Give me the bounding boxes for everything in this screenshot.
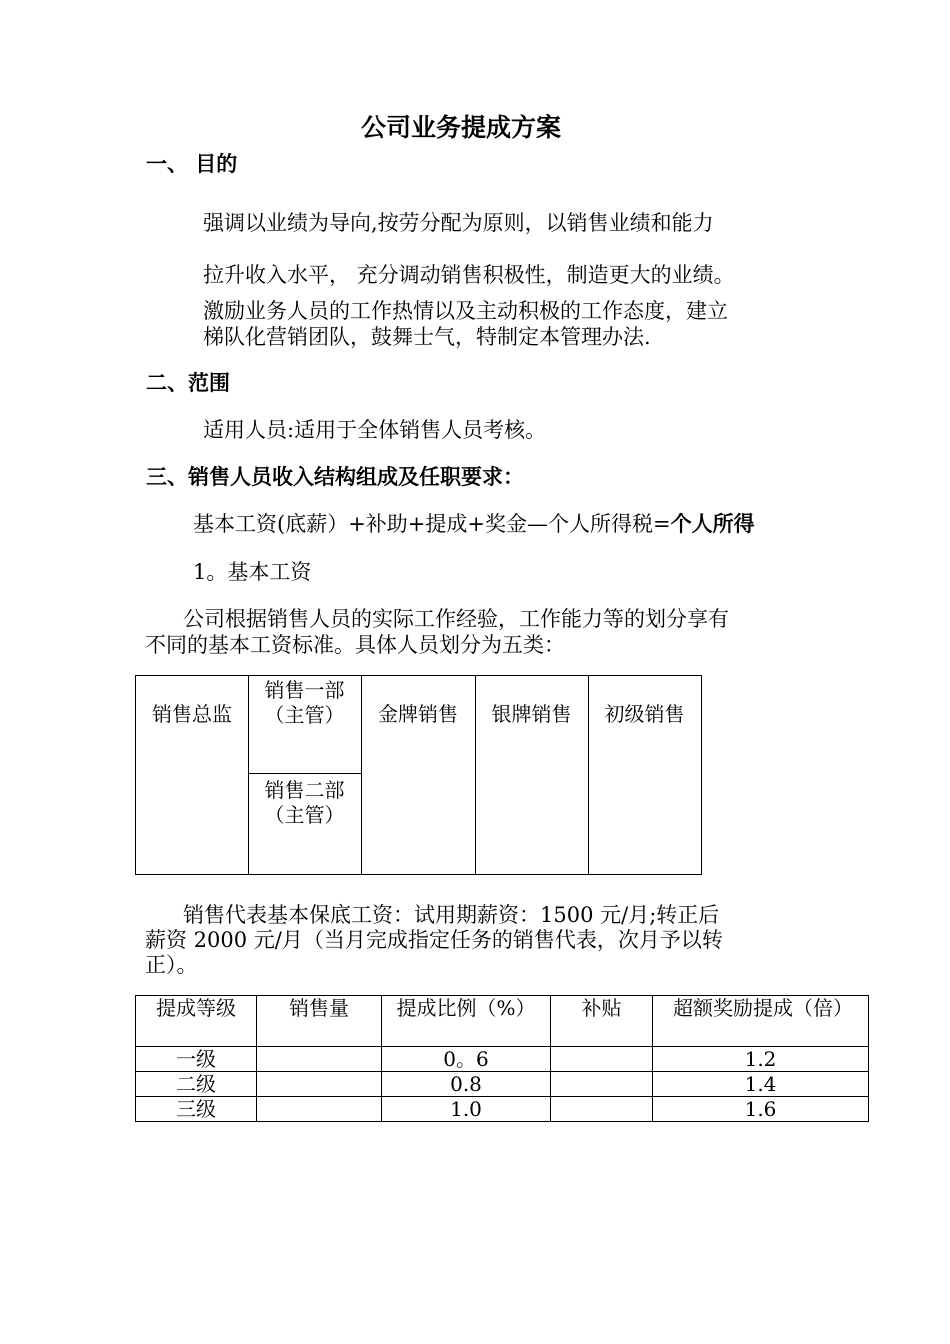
ratio-cell: 0.8 bbox=[382, 1072, 551, 1097]
table-row bbox=[136, 1097, 869, 1122]
subsidy-cell bbox=[551, 1047, 653, 1072]
bonus-cell: 1.4 bbox=[653, 1072, 869, 1097]
purpose-line-1: 强调以业绩为导向,按劳分配为原则，以销售业绩和能力 bbox=[203, 211, 714, 235]
ratio-cell: 0。6 bbox=[382, 1047, 551, 1072]
header-ratio: 提成比例（%） bbox=[382, 996, 551, 1047]
dept1-label: 销售一部 bbox=[264, 678, 345, 702]
purpose-line-2: 拉升收入水平， 充分调动销售积极性，制造更大的业绩。 bbox=[203, 263, 735, 287]
section-heading-scope: 二、范围 bbox=[146, 371, 230, 395]
personnel-category-table bbox=[135, 675, 702, 875]
category-gold-sales: 金牌销售 bbox=[378, 702, 458, 726]
base-salary-para-line-1: 公司根据销售人员的实际工作经验，工作能力等的划分享有 bbox=[183, 607, 729, 631]
volume-cell bbox=[257, 1047, 382, 1072]
header-volume: 销售量 bbox=[257, 996, 382, 1047]
table-row bbox=[136, 1047, 869, 1072]
probation-salary-line-3: 正）。 bbox=[145, 953, 198, 977]
formula-result: 个人所得 bbox=[670, 512, 755, 536]
page-title: 公司业务提成方案 bbox=[361, 113, 562, 142]
ratio-cell: 1.0 bbox=[382, 1097, 551, 1122]
category-sales-dept1 bbox=[248, 678, 361, 728]
base-salary-para-line-2: 不同的基本工资标准。具体人员划分为五类： bbox=[145, 633, 565, 657]
header-subsidy: 补贴 bbox=[551, 996, 653, 1047]
scope-line: 适用人员:适用于全体销售人员考核。 bbox=[203, 418, 547, 442]
category-sales-dept2 bbox=[248, 778, 361, 828]
dept2-role: （主管） bbox=[264, 803, 345, 827]
category-sales-director: 销售总监 bbox=[152, 702, 232, 726]
purpose-line-4: 梯队化营销团队，鼓舞士气，特制定本管理办法. bbox=[203, 325, 651, 349]
subsidy-cell bbox=[551, 1072, 653, 1097]
subsidy-cell bbox=[551, 1097, 653, 1122]
subheading-base-salary: 1。基本工资 bbox=[193, 560, 312, 584]
probation-salary-line-2: 薪资 2000 元/月（当月完成指定任务的销售代表，次月予以转 bbox=[145, 928, 723, 952]
level-cell: 三级 bbox=[136, 1097, 257, 1122]
category-silver-sales: 银牌销售 bbox=[491, 702, 572, 726]
header-level: 提成等级 bbox=[136, 996, 257, 1047]
commission-table bbox=[135, 995, 869, 1122]
section-heading-income: 三、销售人员收入结构组成及任职要求： bbox=[146, 465, 524, 489]
dept2-label: 销售二部 bbox=[264, 778, 345, 802]
volume-cell bbox=[257, 1097, 382, 1122]
header-bonus: 超额奖励提成（倍） bbox=[653, 996, 869, 1047]
category-junior-sales: 初级销售 bbox=[604, 702, 685, 726]
dept1-role: （主管） bbox=[264, 703, 345, 727]
purpose-line-3: 激励业务人员的工作热情以及主动积极的工作态度，建立 bbox=[203, 299, 728, 323]
probation-salary-line-1: 销售代表基本保底工资：试用期薪资：1500 元/月;转正后 bbox=[183, 903, 720, 927]
section-heading-purpose: 一、 目的 bbox=[146, 152, 238, 176]
table-row bbox=[136, 1072, 869, 1097]
level-cell: 二级 bbox=[136, 1072, 257, 1097]
bonus-cell: 1.2 bbox=[653, 1047, 869, 1072]
bonus-cell: 1.6 bbox=[653, 1097, 869, 1122]
commission-table-header bbox=[136, 996, 869, 1047]
income-formula bbox=[193, 508, 755, 538]
level-cell: 一级 bbox=[136, 1047, 257, 1072]
volume-cell bbox=[257, 1072, 382, 1097]
formula-text: 基本工资(底薪）+补助+提成+奖金—个人所得税= bbox=[193, 512, 671, 536]
